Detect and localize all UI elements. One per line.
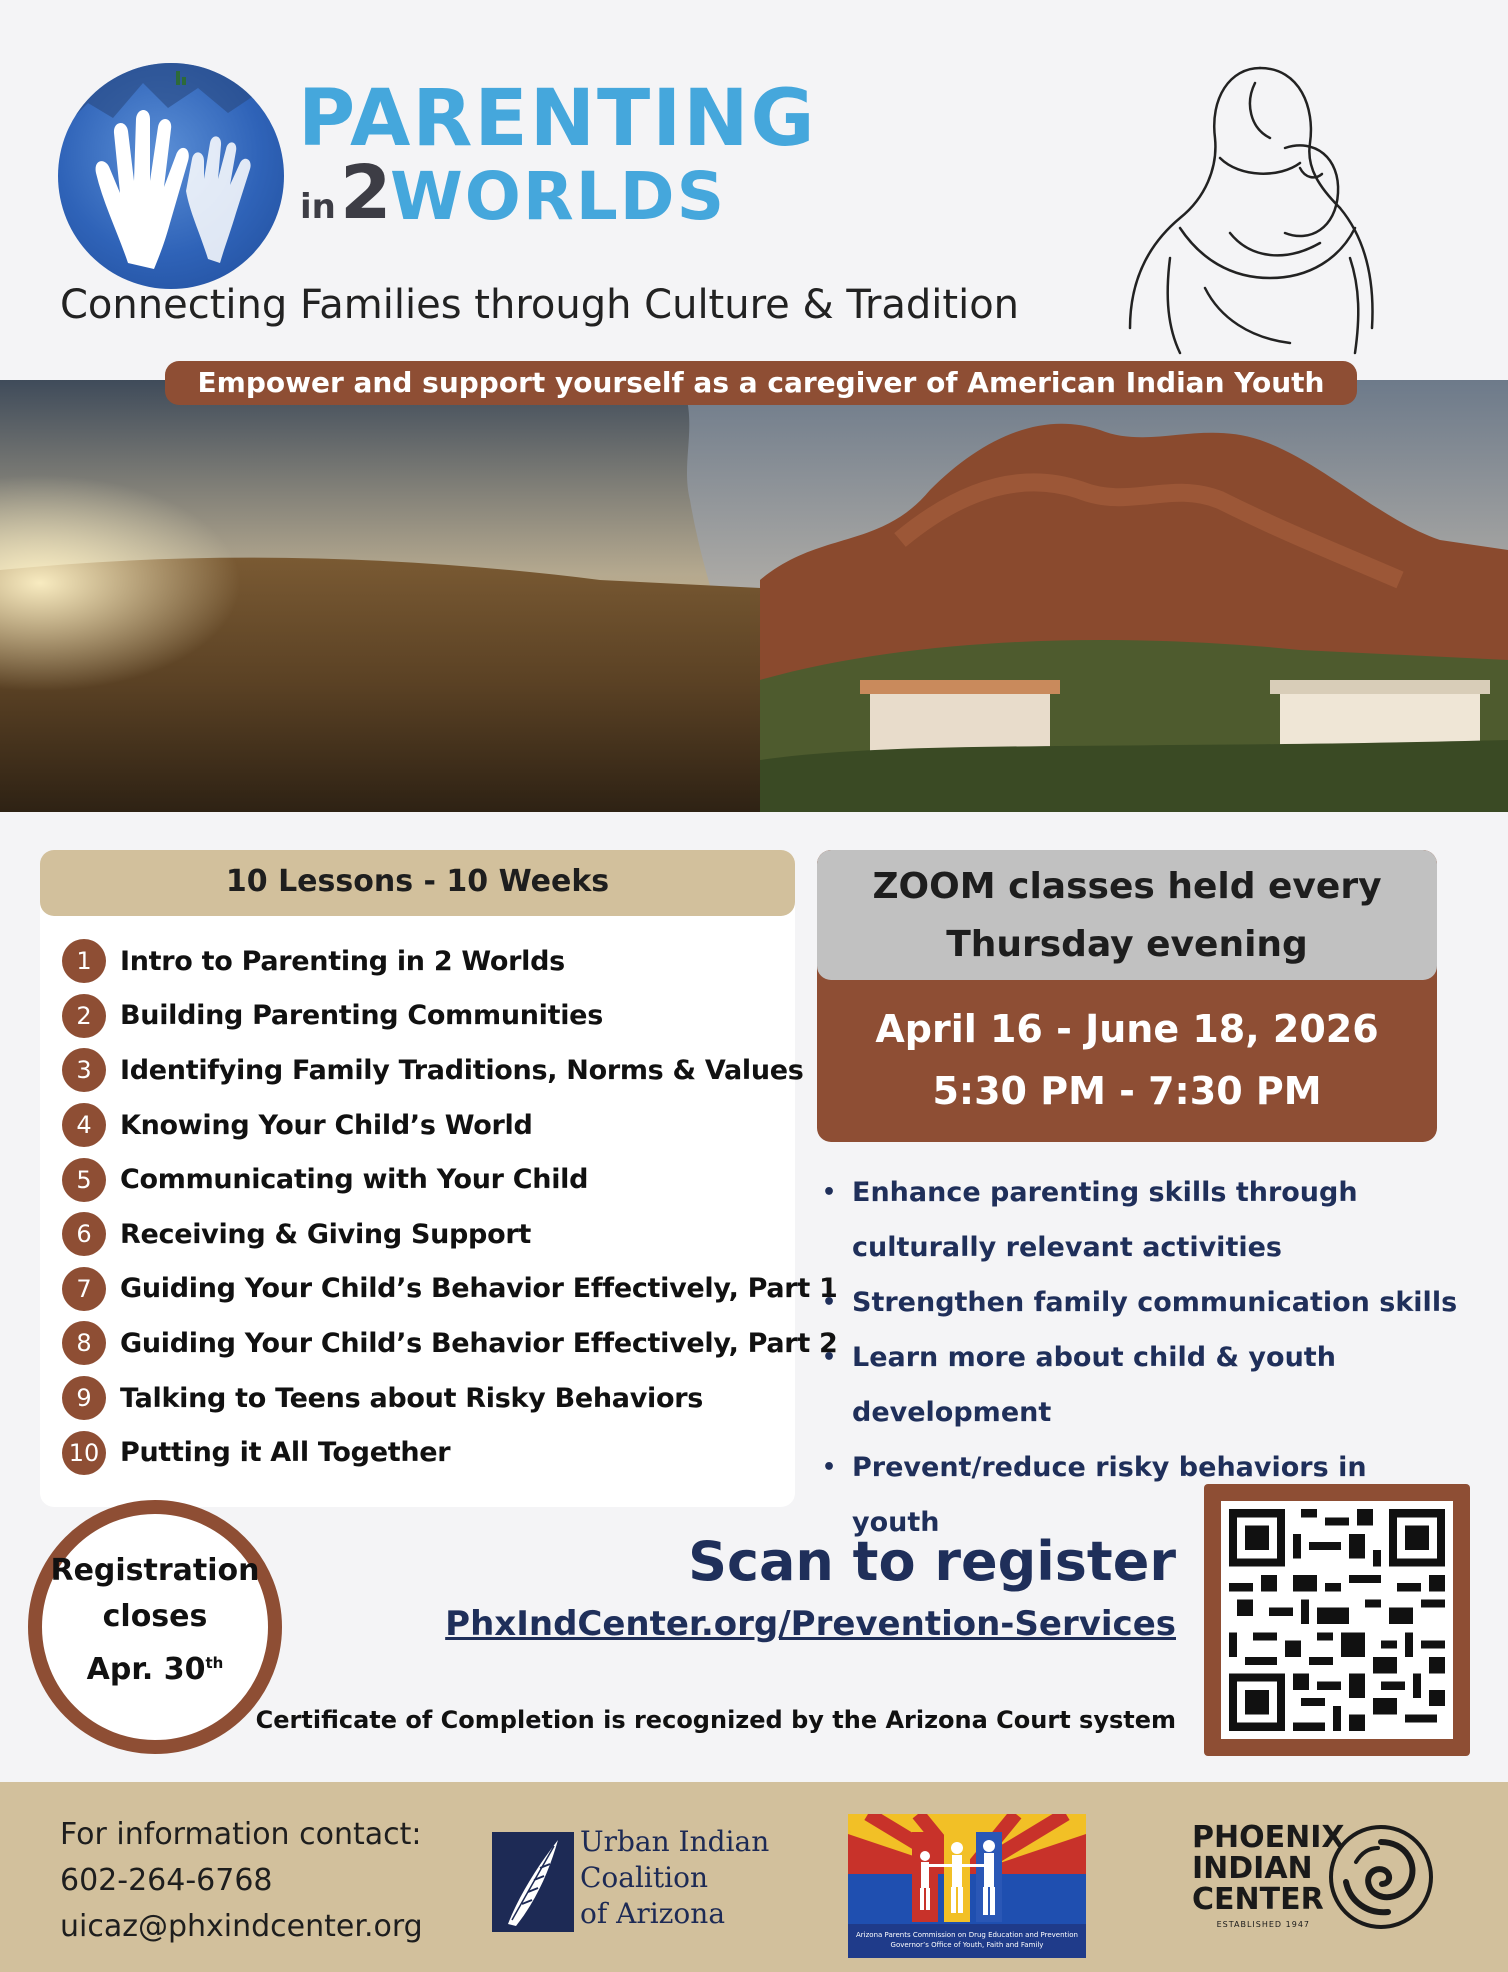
zoom-heading-line1: ZOOM classes held every [872,866,1382,907]
lesson-item [62,1207,838,1262]
benefit-item: • Learn more about child & youth development [822,1330,1462,1440]
title-two: 2 [340,150,392,236]
lesson-item [62,1371,838,1426]
lesson-item [62,1152,838,1207]
contact-label: For information contact: [60,1817,422,1852]
benefit-item: • Enhance parenting skills through culturally relevant activities [822,1165,1462,1275]
lesson-list [62,934,838,1480]
qr-code-frame [1204,1484,1470,1756]
lesson-item [62,934,838,989]
pic-line1: PHOENIX [1192,1820,1345,1855]
lesson-number: 3 [62,1048,106,1092]
footer [0,1782,1508,1972]
lesson-number: 6 [62,1212,106,1256]
certificate-note: Certificate of Completion is recognized by the Arizona Court system [255,1706,1176,1734]
title-parenting: PARENTING [298,74,817,164]
lesson-label: Guiding Your Child’s Behavior Effectively, Part 2 [120,1327,838,1359]
lessons-panel [40,850,838,1507]
contact-info [60,1812,423,1950]
lesson-number: 8 [62,1321,106,1365]
pic-line2: INDIAN [1192,1851,1313,1886]
lesson-item [62,1098,838,1153]
hands-logo-icon [58,63,284,289]
registration-date-suffix: th [205,1654,224,1672]
registration-line2: closes [102,1599,208,1634]
lesson-number: 4 [62,1103,106,1147]
lesson-label: Guiding Your Child’s Behavior Effectively, Part 1 [120,1273,838,1305]
title-in: in [300,187,336,227]
mother-child-sketch-icon [1110,28,1400,358]
pic-name [1192,1820,1345,1917]
registration-line1: Registration [50,1553,260,1588]
pic-established: ESTABLISHED 1947 [1216,1920,1310,1929]
registration-date: Apr. 30 [86,1652,206,1687]
phoenix-indian-center-logo [1192,1822,1472,1942]
lesson-label: Talking to Teens about Risky Behaviors [120,1382,703,1414]
benefit-item: • Prevent/reduce risky behaviors in youth [822,1440,1462,1550]
contact-email[interactable]: uicaz@phxindcenter.org [60,1909,423,1944]
az-caption-line2: Governor’s Office of Youth, Faith and Family [890,1941,1044,1949]
lesson-label: Communicating with Your Child [120,1164,589,1196]
class-times: 5:30 PM - 7:30 PM [932,1069,1322,1113]
lesson-label: Identifying Family Traditions, Norms & Values [120,1054,804,1086]
uica-line2: Coalition [580,1861,708,1894]
lesson-item [62,1262,838,1317]
title-worlds: WORLDS [390,158,727,235]
registration-link[interactable]: PhxIndCenter.org/Prevention-Services [445,1604,1176,1644]
landscape-photo [0,380,1508,812]
arizona-commission-logo [848,1814,1086,1958]
qr-code-icon[interactable] [1221,1501,1453,1739]
lesson-label: Building Parenting Communities [120,1000,603,1032]
az-caption [848,1924,1086,1958]
lesson-number: 9 [62,1376,106,1420]
lesson-number: 1 [62,939,106,983]
lessons-heading: 10 Lessons - 10 Weeks [40,850,795,916]
lesson-number: 10 [62,1431,106,1475]
uica-name [580,1824,769,1932]
lesson-number: 5 [62,1158,106,1202]
feather-icon [488,1828,578,1936]
lesson-label: Intro to Parenting in 2 Worlds [120,945,565,977]
zoom-heading-line2: Thursday evening [946,924,1308,965]
registration-deadline-badge [28,1500,282,1754]
lesson-label: Knowing Your Child’s World [120,1109,533,1141]
registration-line3-wrap [42,1640,268,1693]
tagline: Connecting Families through Culture & Tradition [60,282,1020,328]
lesson-item [62,1425,838,1480]
pic-line3: CENTER [1192,1882,1324,1917]
class-dates: April 16 - June 18, 2026 [875,1007,1379,1051]
lesson-item [62,989,838,1044]
arizona-flag-family-icon [848,1814,1086,1924]
uica-line1: Urban Indian [580,1825,770,1858]
scan-title: Scan to register [688,1530,1176,1593]
phoenix-swirl-icon [1326,1822,1436,1932]
uica-logo [488,1824,770,1936]
lesson-label: Putting it All Together [120,1437,451,1469]
lesson-number: 2 [62,994,106,1038]
uica-line3: of Arizona [580,1897,726,1930]
lesson-item [62,1316,838,1371]
lesson-item [62,1043,838,1098]
lesson-number: 7 [62,1267,106,1311]
zoom-schedule-panel [817,850,1437,1142]
benefit-item: • Strengthen family communication skills [822,1275,1462,1330]
lesson-label: Receiving & Giving Support [120,1218,531,1250]
zoom-heading [817,850,1437,980]
contact-phone[interactable]: 602-264-6768 [60,1863,273,1898]
empower-banner: Empower and support yourself as a caregiver of American Indian Youth [165,361,1357,405]
zoom-schedule [817,998,1437,1122]
az-caption-line1: Arizona Parents Commission on Drug Education and Prevention [856,1931,1078,1939]
